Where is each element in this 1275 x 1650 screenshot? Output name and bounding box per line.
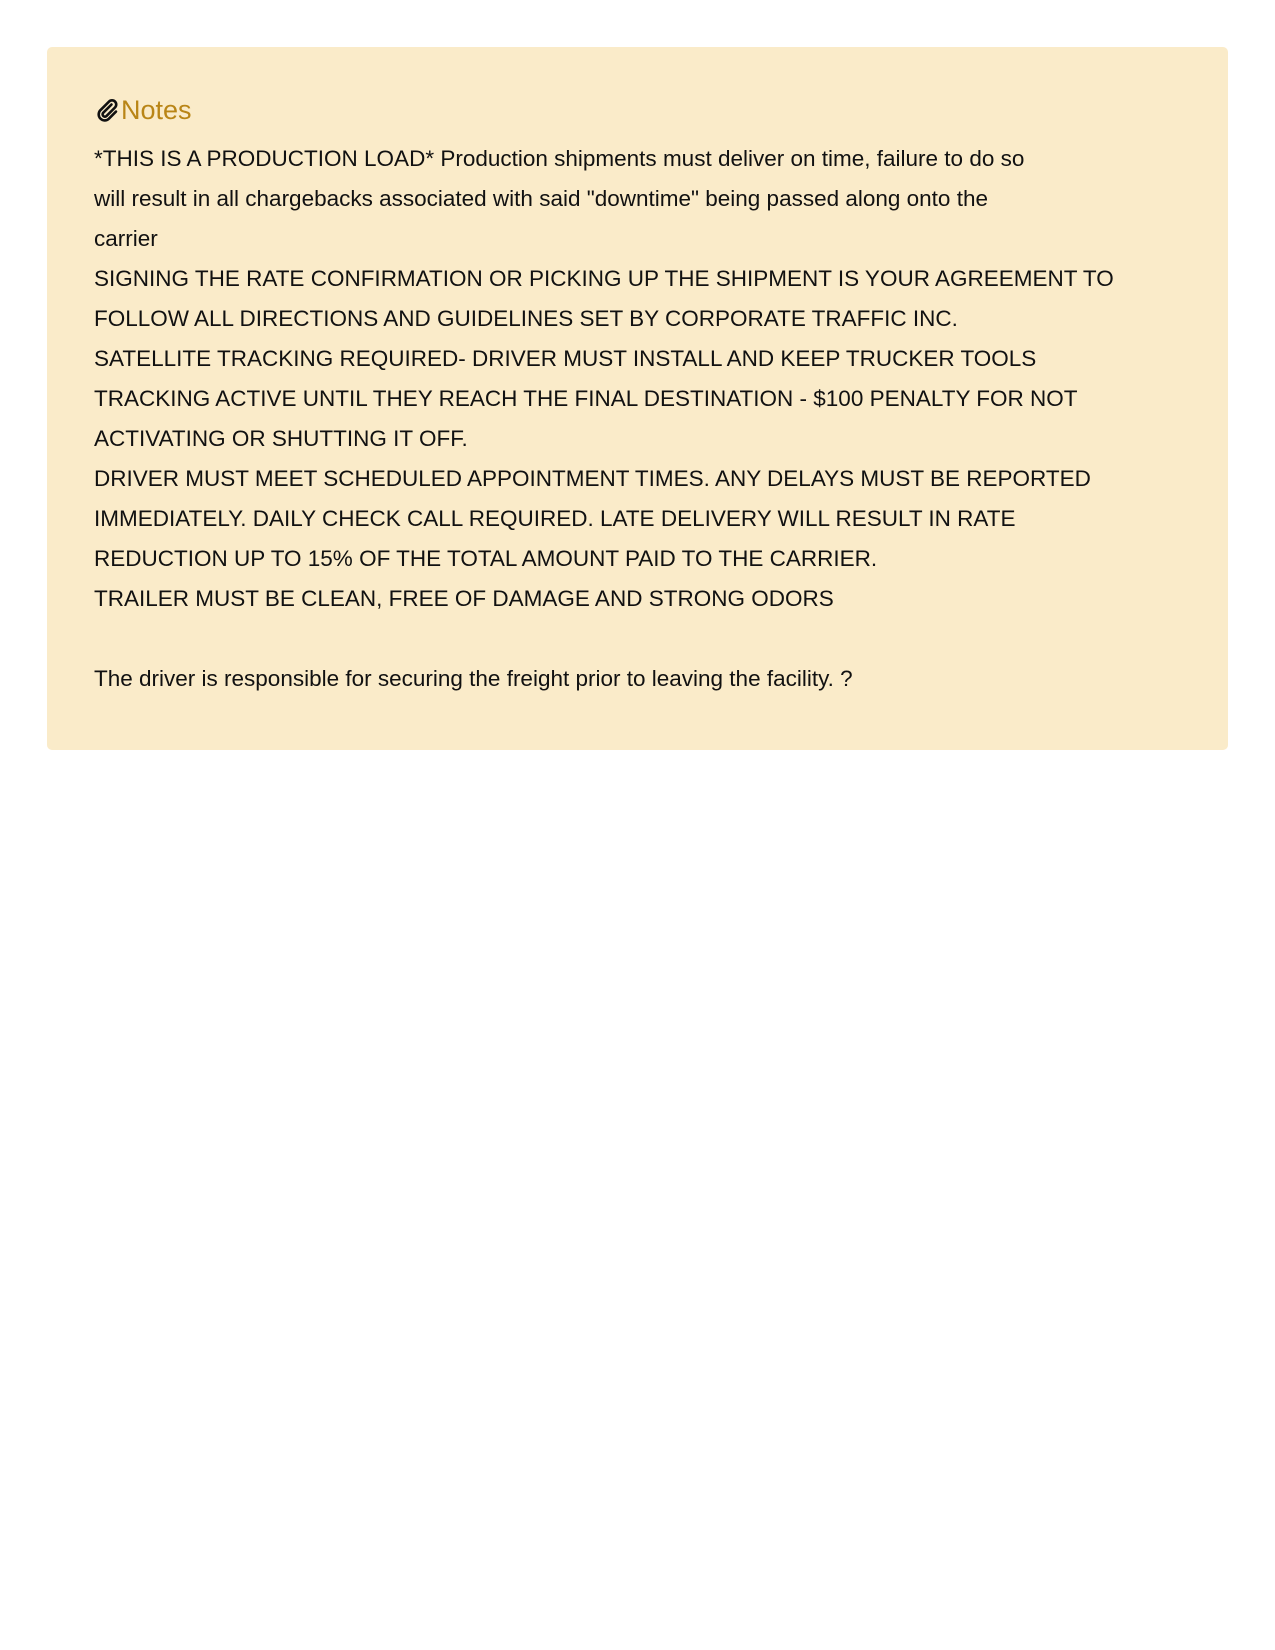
note-line: DRIVER MUST MEET SCHEDULED APPOINTMENT TIMES. ANY DELAYS MUST BE REPORTED <box>94 466 1091 491</box>
notes-title: Notes <box>121 95 192 125</box>
notes-body <box>94 139 1181 699</box>
note-line: TRACKING ACTIVE UNTIL THEY REACH THE FINAL DESTINATION - $100 PENALTY FOR NOT <box>94 386 1078 411</box>
note-final-line: The driver is responsible for securing the freight prior to leaving the facility. ? <box>94 666 853 691</box>
paperclip-icon <box>94 96 120 124</box>
notes-header <box>94 93 1181 127</box>
note-line: SATELLITE TRACKING REQUIRED- DRIVER MUST INSTALL AND KEEP TRUCKER TOOLS <box>94 346 1037 371</box>
note-line: FOLLOW ALL DIRECTIONS AND GUIDELINES SET BY CORPORATE TRAFFIC INC. <box>94 306 958 331</box>
note-line: REDUCTION UP TO 15% OF THE TOTAL AMOUNT PAID TO THE CARRIER. <box>94 546 878 571</box>
blank-line-spacer <box>94 619 1181 659</box>
note-line: IMMEDIATELY. DAILY CHECK CALL REQUIRED. LATE DELIVERY WILL RESULT IN RATE <box>94 506 1016 531</box>
note-line: will result in all chargebacks associated with said "downtime" being passed along onto the <box>94 186 988 211</box>
note-line: TRAILER MUST BE CLEAN, FREE OF DAMAGE AND STRONG ODORS <box>94 586 834 611</box>
notes-card <box>47 47 1228 750</box>
note-line: SIGNING THE RATE CONFIRMATION OR PICKING UP THE SHIPMENT IS YOUR AGREEMENT TO <box>94 266 1114 291</box>
note-line: *THIS IS A PRODUCTION LOAD* Production shipments must deliver on time, failure to do so <box>94 146 1025 171</box>
note-line: ACTIVATING OR SHUTTING IT OFF. <box>94 426 468 451</box>
note-line: carrier <box>94 226 158 251</box>
